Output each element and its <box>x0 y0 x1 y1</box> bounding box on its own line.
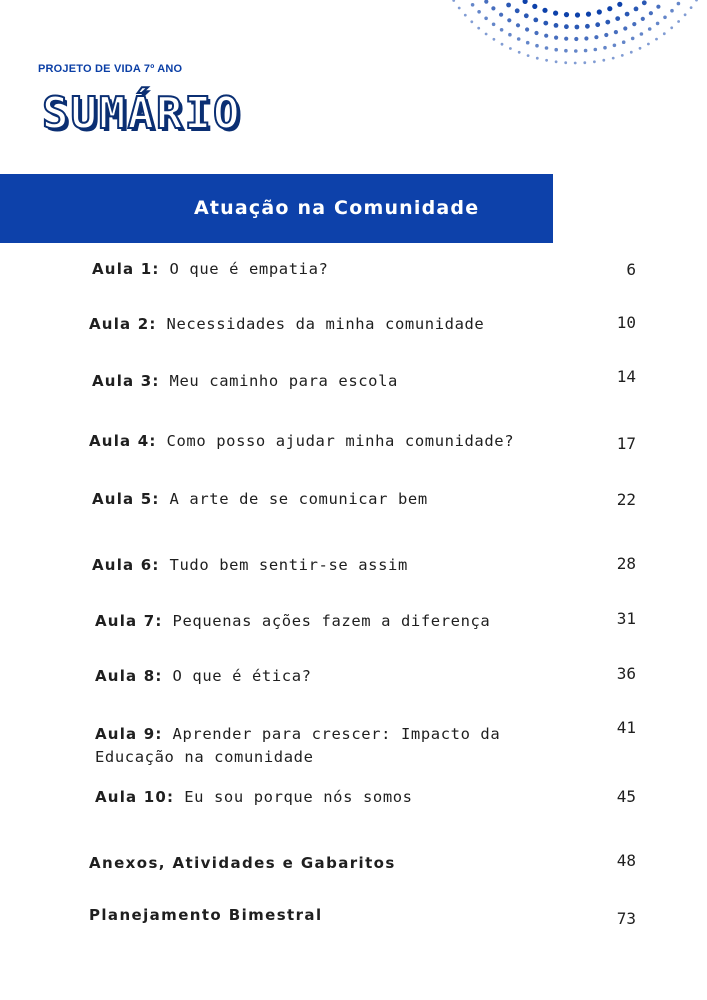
decorative-dot <box>642 0 647 5</box>
decorative-dot <box>507 18 511 22</box>
decorative-dot <box>655 38 658 41</box>
decorative-dot <box>477 27 480 30</box>
toc-page-number: 45 <box>616 787 636 806</box>
decorative-dot <box>509 47 512 50</box>
decorative-dot <box>690 6 693 9</box>
toc-page-number: 14 <box>616 367 636 386</box>
toc-entry-aula-8[interactable] <box>95 667 312 685</box>
decorative-dot <box>532 4 537 9</box>
toc-entry-planejamento[interactable]: Planejamento Bimestral <box>89 906 323 924</box>
toc-page-number: 36 <box>616 664 636 683</box>
toc-entry-label: Aula 1: <box>92 260 160 278</box>
toc-entry-title: Eu sou porque nós somos <box>184 788 413 806</box>
toc-entry-label: Aula 4: <box>89 432 157 450</box>
decorative-dot <box>663 32 666 35</box>
decorative-dot <box>593 60 596 63</box>
toc-entry-aula-7[interactable] <box>95 612 490 630</box>
toc-page-number: 73 <box>616 909 636 928</box>
toc-entry-anexos[interactable]: Anexos, Atividades e Gabaritos <box>89 854 396 872</box>
toc-entry-aula-10[interactable] <box>95 788 413 806</box>
decorative-dot <box>458 7 461 10</box>
toc-entry-label: Aula 2: <box>89 315 157 333</box>
decorative-dot <box>632 22 636 26</box>
toc-entry-title: Necessidades da minha comunidade <box>166 315 485 333</box>
decorative-dot <box>452 0 455 2</box>
decorative-dot <box>484 17 488 21</box>
decorative-dot <box>491 6 495 10</box>
toc-page-number: 48 <box>616 851 636 870</box>
toc-entry-title: O que é empatia? <box>169 260 329 278</box>
toc-page-number: 31 <box>616 609 636 628</box>
decorative-dot <box>583 61 586 64</box>
decorative-dot <box>564 61 567 64</box>
decorative-dot <box>663 15 667 19</box>
decorative-dot <box>554 36 558 40</box>
decorative-dot <box>564 49 568 53</box>
page-title: SUMÁRIO <box>42 88 242 139</box>
toc-page-number: 17 <box>616 434 636 453</box>
decorative-dot <box>656 22 660 26</box>
decorative-dot <box>695 0 698 2</box>
toc-page-number: 22 <box>616 490 636 509</box>
decorative-dot <box>612 57 615 60</box>
toc-page-number: 28 <box>616 554 636 573</box>
decorative-dot <box>464 14 467 17</box>
decorative-dot <box>677 20 680 23</box>
decorative-dot <box>574 49 578 53</box>
decorative-dot <box>500 28 504 32</box>
decorative-dot <box>554 23 559 28</box>
decorative-dot <box>634 6 639 11</box>
decorative-dot <box>545 59 548 62</box>
decorative-dot <box>597 9 602 14</box>
decorative-dot <box>564 12 569 17</box>
project-label: PROJETO DE VIDA 7º ANO <box>38 63 183 75</box>
decorative-dot <box>603 46 607 50</box>
decorative-dot <box>534 31 538 35</box>
decorative-dot <box>574 62 577 65</box>
toc-entry-title: Tudo bem sentir-se assim <box>169 556 408 574</box>
toc-entry-title: Aprender para crescer: Impacto da <box>172 725 501 743</box>
decorative-dot <box>535 44 539 48</box>
toc-entry-aula-4[interactable] <box>89 432 514 450</box>
decorative-dot <box>553 11 558 16</box>
decorative-dot <box>471 3 475 7</box>
decorative-dot <box>555 60 558 63</box>
decorative-dot <box>524 13 529 18</box>
decorative-dot <box>544 34 548 38</box>
decorative-dot <box>614 30 618 34</box>
decorative-dot <box>506 3 511 8</box>
toc-entry-title: Meu caminho para escola <box>169 372 398 390</box>
decorative-dot <box>670 9 674 13</box>
decorative-dot <box>649 11 653 15</box>
toc-entry-title: Pequenas ações fazem a diferença <box>172 612 491 630</box>
decorative-dot <box>515 8 520 13</box>
toc-entry-aula-1[interactable] <box>92 260 328 278</box>
toc-entry-label: Aula 10: <box>95 788 175 806</box>
decorative-dot <box>613 44 617 48</box>
decorative-dot <box>501 43 504 46</box>
decorative-dot <box>647 43 650 46</box>
decorative-dot <box>656 5 660 9</box>
toc-entry-label: Aula 5: <box>92 490 160 508</box>
toc-entry-aula-9[interactable] <box>95 723 500 769</box>
decorative-dot <box>594 48 598 52</box>
decorative-dot <box>554 48 558 52</box>
toc-page-number: 41 <box>616 718 636 737</box>
decorative-dot <box>533 18 538 23</box>
decorative-dot <box>545 46 549 50</box>
decorative-dot <box>470 20 473 23</box>
decorative-dot <box>517 37 521 41</box>
decorative-dot <box>607 6 612 11</box>
decorative-dot <box>595 22 600 27</box>
decorative-dot <box>527 54 530 57</box>
toc-entry-aula-2[interactable] <box>89 315 484 333</box>
decorative-dot <box>605 20 610 25</box>
decorative-dot <box>584 49 588 53</box>
decorative-dot <box>484 0 488 4</box>
decorative-dot <box>585 24 590 29</box>
decorative-dot <box>617 2 622 7</box>
decorative-dot <box>499 13 503 17</box>
decorative-dot <box>648 27 652 31</box>
decorative-dot <box>594 35 598 39</box>
decorative-dot <box>477 10 481 14</box>
decorative-dot <box>542 8 547 13</box>
decorative-dot <box>631 37 635 41</box>
toc-entry-title: A arte de se comunicar bem <box>169 490 428 508</box>
decorative-dot <box>575 12 580 17</box>
decorative-dot <box>536 57 539 60</box>
section-title: Atuação na Comunidade <box>194 197 480 219</box>
decorative-dot <box>621 54 624 57</box>
toc-page-number: 6 <box>626 260 636 279</box>
decorative-dot <box>641 17 645 21</box>
decorative-dot <box>523 0 528 4</box>
toc-entry-label: Aula 7: <box>95 612 163 630</box>
decorative-dot <box>684 13 687 16</box>
decorative-dot <box>586 12 591 17</box>
toc-entry-label: Aula 3: <box>92 372 160 390</box>
decorative-dot <box>575 25 580 30</box>
decorative-dot <box>526 41 530 45</box>
decorative-dot <box>615 16 620 21</box>
toc-entry-aula-3[interactable] <box>92 372 398 390</box>
toc-entry-label: Aula 6: <box>92 556 160 574</box>
decorative-dot <box>639 47 642 50</box>
decorative-dot <box>518 51 521 54</box>
decorative-dot <box>543 21 548 26</box>
toc-page-number: 10 <box>616 313 636 332</box>
toc-entry-aula-6[interactable] <box>92 556 408 574</box>
decorative-dot <box>602 59 605 62</box>
decorative-dot <box>640 32 644 36</box>
toc-entry-label: Aula 9: <box>95 725 163 743</box>
decorative-dot <box>625 12 630 17</box>
decorative-dot <box>604 33 608 37</box>
decorative-dot <box>670 26 673 29</box>
decorative-dot <box>677 2 681 6</box>
decorative-dot <box>630 51 633 54</box>
decorative-dot <box>564 24 569 29</box>
toc-entry-title: O que é ética? <box>172 667 312 685</box>
decorative-dot <box>584 36 588 40</box>
decorative-dot <box>516 23 520 27</box>
decorative-dot <box>623 26 627 30</box>
decorative-dot <box>493 38 496 41</box>
toc-entry-title-continued: Educação na comunidade <box>95 748 314 766</box>
decorative-dot <box>622 40 626 44</box>
decorative-dot <box>564 37 568 41</box>
toc-entry-title: Como posso ajudar minha comunidade? <box>166 432 515 450</box>
decorative-dot <box>492 23 496 27</box>
decorative-dot <box>525 27 529 31</box>
decorative-dot <box>574 37 578 41</box>
decorative-dot <box>485 33 488 36</box>
toc-entry-aula-5[interactable] <box>92 490 428 508</box>
decorative-dot <box>508 33 512 37</box>
toc-entry-label: Aula 8: <box>95 667 163 685</box>
